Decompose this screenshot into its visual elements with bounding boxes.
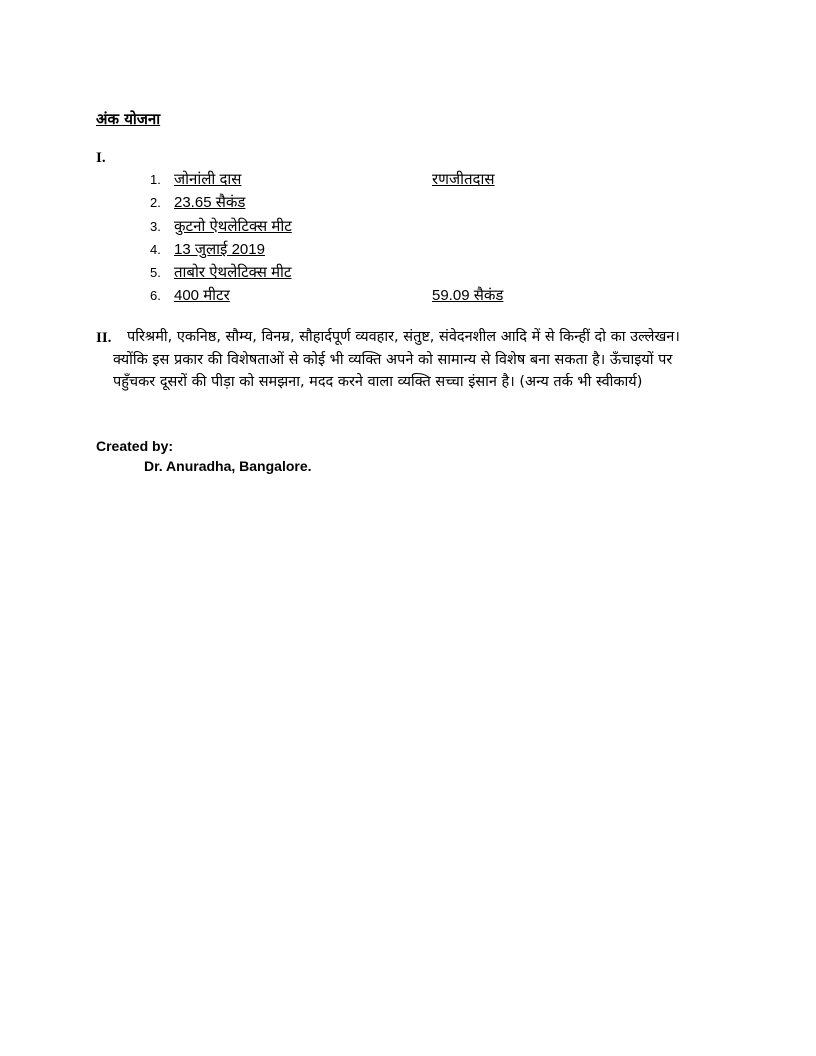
- answer-main: [150, 168, 241, 191]
- answer-value: 400 मीटर: [174, 287, 230, 305]
- answer-list: [150, 168, 570, 308]
- answer-alternate: 59.09 सैकंड: [432, 287, 504, 305]
- answer-number: 5.: [150, 265, 161, 281]
- section-numeral-1: I.: [96, 150, 106, 166]
- answer-paragraph: परिश्रमी, एकनिष्ठ, सौम्य, विनम्र, सौहार्दपूर्ण व्यवहार, संतुष्ट, संवेदनशील आदि में से किन्हीं दो का उल्लेखन। क्योंकि इस प्रकार की विशेषताओं से कोई भी व्यक्ति अपने को सामान्य से विशेष बना सकता है। ऊँचाइयों पर पहुँचकर दूसरों की पीड़ा को समझना, मदद करने वाला व्यक्ति सच्चा इंसान है। (अन्य तर्क भी स्वीकार्य): [113, 329, 680, 390]
- answer-value: 13 जुलाई 2019: [174, 240, 265, 258]
- answer-item: [150, 215, 570, 238]
- answer-item: [150, 168, 570, 191]
- answer-number: 6.: [150, 288, 161, 304]
- answer-number: 4.: [150, 241, 161, 257]
- page-title: अंक योजना: [96, 110, 161, 128]
- answer-item: [150, 261, 570, 284]
- answer-item: [150, 238, 570, 261]
- section-numeral-2: II.: [96, 330, 112, 346]
- answer-main: [150, 284, 230, 307]
- answer-item: [150, 191, 570, 214]
- answer-value: कुटनो ऐथलेटिक्स मीट: [174, 217, 292, 235]
- credits-label: Created by:: [96, 438, 174, 454]
- answer-value: जोनांली दास: [174, 171, 242, 188]
- answer-number: 1.: [150, 172, 161, 187]
- credits-author: Dr. Anuradha, Bangalore.: [144, 458, 312, 474]
- answer-main: [150, 261, 292, 284]
- answer-number: 3.: [150, 218, 161, 234]
- answer-main: [150, 191, 245, 214]
- answer-main: [150, 215, 292, 238]
- answer-main: [150, 238, 265, 261]
- answer-number: 2.: [150, 195, 161, 211]
- answer-item: [150, 284, 570, 307]
- answer-alternate: रणजीतदास: [432, 171, 495, 188]
- answer-value: ताबोर ऐथलेटिक्स मीट: [174, 264, 292, 282]
- answer-value: 23.65 सैकंड: [174, 194, 246, 212]
